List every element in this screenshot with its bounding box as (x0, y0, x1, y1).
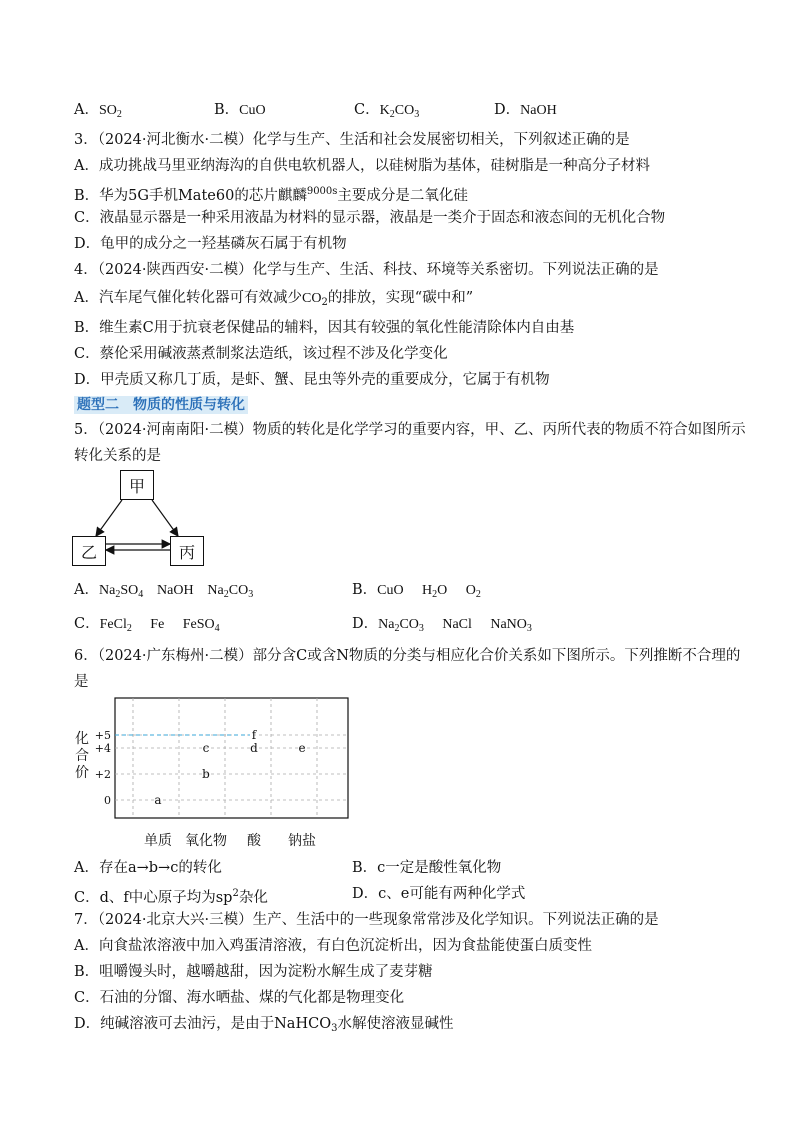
q4-option-c: C．蔡伦采用碱液蒸煮制浆法造纸，该过程不涉及化学变化 (74, 346, 448, 362)
q7-stem: 7．（2024·北京大兴·三模）生产、生活中的一些现象常常涉及化学知识。下列说法正确的是 (74, 912, 659, 928)
q2-d-formula: NaOH (520, 103, 557, 118)
chart-x-category-label: 酸 (247, 833, 261, 849)
diagram-node-right: 丙 (170, 536, 204, 566)
q2-c-formula: $K_2CO_3$ (379, 103, 420, 120)
q7-option-d: D．纯碱溶液可去油污，是由于NaHCO$_3$水解使溶液显碱性 (74, 1016, 454, 1034)
q7-option-c: C．石油的分馏、海水晒盐、煤的气化都是物理变化 (74, 990, 405, 1006)
q2-b-formula: CuO (239, 103, 266, 118)
chart-point-e: e (298, 741, 306, 755)
chart-x-category-label: 单质 (144, 833, 172, 849)
chart-point-a: a (154, 793, 162, 807)
q5-c-formula-3: FeSO$_4$ (182, 617, 220, 634)
q6-option-c: C．d、f中心原子均为$sp^2$杂化 (74, 888, 268, 906)
q5-option-d: D．$Na_2CO_3$ NaCl NaNO$_3$ (352, 616, 532, 634)
arrow-top-to-right (152, 500, 178, 536)
q3-option-b: B．华为5G手机Mate60的芯片麒麟$^{9000s}$主要成分是二氧化硅 (74, 186, 468, 204)
q3-option-d: D．龟甲的成分之一羟基磷灰石属于有机物 (74, 236, 347, 252)
chart-y-axis-label: 合 (75, 748, 89, 764)
q5-stem-line2: 转化关系的是 (74, 448, 161, 464)
q5-option-a: A．$Na_2SO_4$ NaOH $Na_2CO_3$ (74, 582, 254, 600)
section-heading: 题型二 物质的性质与转化 (74, 396, 248, 414)
q5-b-formula-2: $H_2O$ (422, 583, 448, 600)
chart-point-c: c (202, 741, 210, 755)
chart-y-tick-label: +4 (94, 742, 111, 755)
q4-option-a: A．汽车尾气催化转化器可有效减少$CO_2$的排放，实现“碳中和” (74, 290, 474, 308)
q5-d-formula-1: $Na_2CO_3$ (378, 617, 424, 634)
q5-a-formula-3: $Na_2CO_3$ (207, 583, 254, 600)
chart-y-axis-label: 价 (75, 765, 89, 781)
q3-option-a: A．成功挑战马里亚纳海沟的自供电软机器人，以硅树脂为基体，硅树脂是一种高分子材料 (74, 158, 650, 174)
diagram-node-left: 乙 (72, 536, 106, 566)
q5-option-b: B．CuO $H_2O$ $O_2$ (352, 582, 481, 600)
q4-option-d: D．甲壳质又称几丁质，是虾、蟹、昆虫等外壳的重要成分，它属于有机物 (74, 372, 550, 388)
q5-a-formula-1: $Na_2SO_4$ (98, 583, 144, 600)
q7-option-b: B．咀嚼馒头时，越嚼越甜，因为淀粉水解生成了麦芽糖 (74, 964, 433, 980)
q4-option-b: B．维生素C用于抗衰老保健品的辅料，因其有较强的氧化性能清除体内自由基 (74, 320, 575, 336)
q2-option-a: A．$SO_2$ (74, 102, 122, 120)
q5-d-formula-2: NaCl (442, 617, 472, 632)
q2-option-c: C．$K_2CO_3$ (354, 102, 420, 120)
q6-option-a: A．存在a→b→c的转化 (74, 860, 222, 876)
q5-option-c: C．FeCl$_2$ Fe FeSO$_4$ (74, 616, 220, 634)
q2-option-d: D．NaOH (494, 102, 557, 118)
diagram-node-top: 甲 (120, 470, 154, 500)
q7-option-a: A．向食盐浓溶液中加入鸡蛋清溶液，有白色沉淀析出，因为食盐能使蛋白质变性 (74, 938, 592, 954)
valence-chart (70, 690, 360, 850)
q3-stem: 3．（2024·河北衡水·二模）化学与生产、生活和社会发展密切相关，下列叙述正确的是 (74, 132, 630, 148)
q2-a-formula: $SO_2$ (98, 103, 122, 120)
q5-c-formula-2: Fe (150, 617, 165, 632)
q5-stem-line1: 5．（2024·河南南阳·二模）物质的转化是化学学习的重要内容，甲、乙、丙所代表的物质不符合如图所示 (74, 422, 746, 438)
q5-c-formula-1: FeCl$_2$ (99, 617, 132, 634)
q5-a-formula-2: NaOH (157, 583, 194, 598)
q4-stem: 4．（2024·陕西西安·二模）化学与生产、生活、科技、环境等关系密切。下列说法正确的是 (74, 262, 659, 278)
q5-d-formula-3: NaNO$_3$ (490, 617, 532, 634)
q6-stem-line2: 是 (74, 674, 89, 690)
q3-option-c: C．液晶显示器是一种采用液晶为材料的显示器，液晶是一类介于固态和液态间的无机化合物 (74, 210, 666, 226)
chart-x-category-label: 氧化物 (185, 833, 227, 849)
q5-b-formula-1: CuO (377, 583, 404, 598)
chart-point-d: d (250, 741, 258, 755)
chart-y-tick-label: 0 (104, 794, 111, 807)
chart-y-axis-label: 化 (75, 731, 89, 747)
arrow-top-to-left (96, 500, 122, 536)
chart-y-tick-label: +5 (94, 729, 111, 742)
chart-x-category-label: 钠盐 (288, 833, 316, 849)
q6-option-d: D．c、e可能有两种化学式 (352, 886, 526, 902)
chart-y-tick-label: +2 (94, 768, 111, 781)
chart-point-f: f (251, 728, 257, 742)
q2-option-b: B．CuO (214, 102, 266, 118)
q6-stem-line1: 6．（2024·广东梅州·二模）部分含C或含N物质的分类与相应化合价关系如下图所示。下列推断不合理的 (74, 648, 741, 664)
q6-option-b: B．c一定是酸性氧化物 (352, 860, 502, 876)
q5-b-formula-3: $O_2$ (465, 583, 481, 600)
chart-point-b: b (202, 767, 210, 781)
